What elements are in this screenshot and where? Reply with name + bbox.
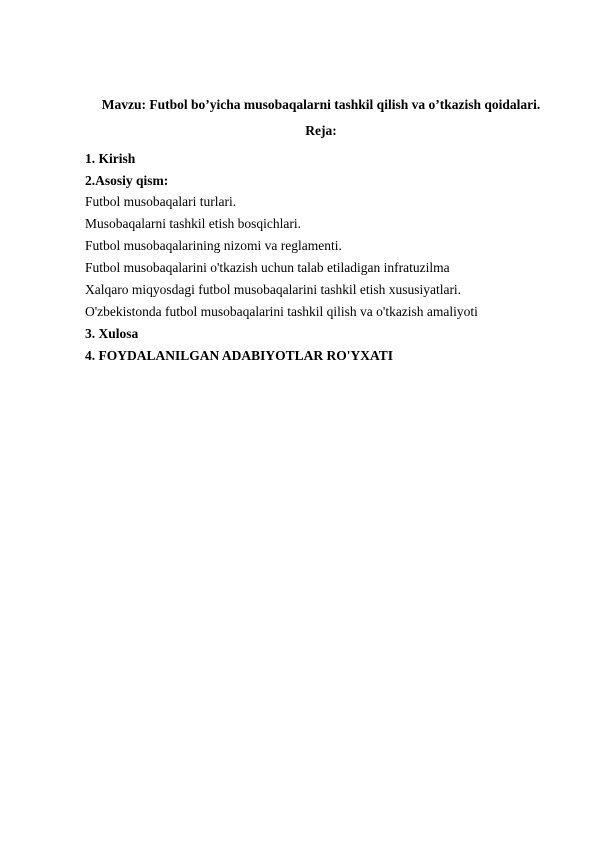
plan-item-conclusion: 3. Xulosa xyxy=(85,326,139,341)
plan-subitem: Musobaqalarni tashkil etish bosqichlari. xyxy=(85,216,301,231)
plan-subitem: Futbol musobaqalari turlari. xyxy=(85,194,237,209)
plan-item-main-part: 2.Asosiy qism: xyxy=(85,173,169,188)
plan-item-introduction: 1. Kirish xyxy=(85,151,136,166)
plan-heading: Reja: xyxy=(305,123,337,138)
plan-subitem: O'zbekistonda futbol musobaqalarini tashkil qilish va o'tkazish amaliyoti xyxy=(85,304,478,319)
plan-subitem: Xalqaro miqyosdagi futbol musobaqalarini tashkil etish xususiyatlari. xyxy=(85,282,462,297)
document-title: Mavzu: Futbol bo’yicha musobaqalarni tashkil qilish va o’tkazish qoidalari. xyxy=(101,97,541,112)
plan-subitem: Futbol musobaqalarini o'tkazish uchun talab etiladigan infratuzilma xyxy=(85,260,450,275)
plan-subitem: Futbol musobaqalarining nizomi va reglamenti. xyxy=(85,238,342,253)
plan-item-references: 4. FOYDALANILGAN ADABIYOTLAR RO'YXATI xyxy=(85,348,394,363)
